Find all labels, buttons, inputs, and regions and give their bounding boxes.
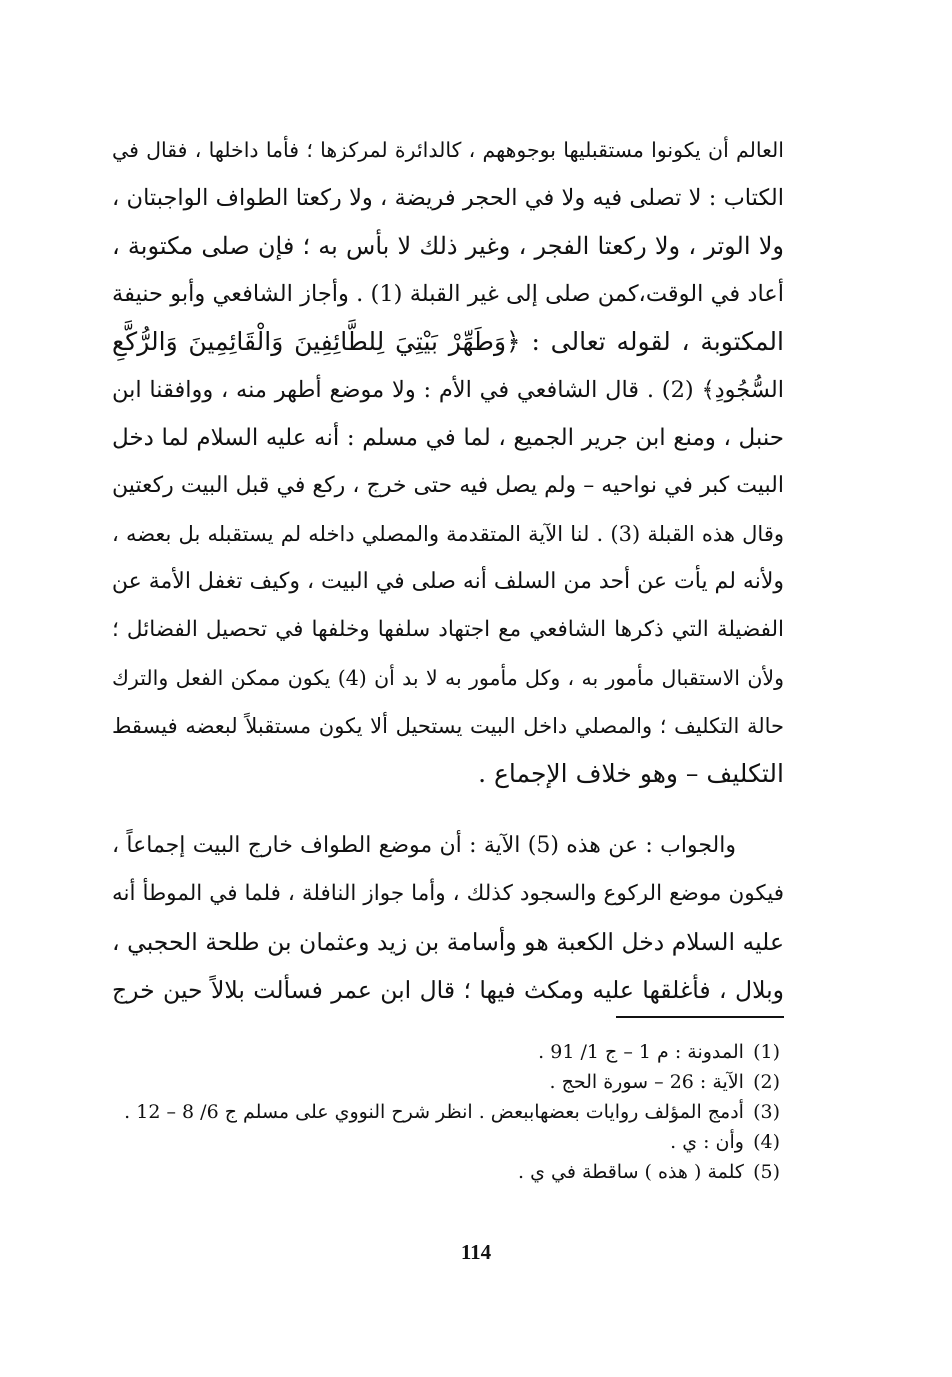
paragraph-1 (112, 126, 784, 798)
text-line: الكتاب : لا تصلى فيه ولا في الحجر فريضة ، ولا ركعتا الطواف الواجبتان ، (112, 185, 784, 211)
footnote-number: (4) (753, 1131, 780, 1153)
text-line: ولا الوتر ، ولا ركعتا الفجر ، وغير ذلك لا بأس به ؛ فإن صلى مكتوبة ، (112, 232, 784, 260)
footnote-number: (2) (753, 1071, 780, 1093)
footnote-text: كلمة ( هذه ) ساقطة في ي . (518, 1161, 744, 1183)
text-line: والجواب : عن هذه (5) الآية : أن موضع الطواف خارج البيت إجماعاً ، (112, 833, 736, 858)
footnote-item (112, 1157, 780, 1187)
footnote-item (112, 1067, 780, 1097)
text-line: العالم أن يكونوا مستقبليها بوجوههم ، كالدائرة لمركزها ؛ فأما داخلها ، فقال في (112, 138, 784, 162)
footnote-text: الآية : 26 – سورة الحج . (549, 1071, 744, 1093)
text-line: المكتوبة ، لقوله تعالى : ﴿وَطَهِّرْ بَيْتِيَ لِلطَّائِفِينَ وَالْقَائِمِينَ وَالرُّكَّعِ (112, 327, 784, 356)
text-line: فيكون موضع الركوع والسجود كذلك ، وأما جواز النافلة ، فلما في الموطأ أنه (112, 881, 784, 906)
text-line: التكليف – وهو خلاف الإجماع . (478, 759, 784, 788)
footnote-separator (616, 1016, 784, 1018)
text-line: عليه السلام دخل الكعبة هو وأسامة بن زيد وعثمان بن طلحة الحجبي ، (112, 928, 784, 956)
text-line: حالة التكليف ؛ والمصلي داخل البيت يستحيل ألا يكون مستقبلاً لبعضه فيسقط (112, 714, 784, 738)
text-line: البيت كبر في نواحيه – ولم يصل فيه حتى خرج ، ركع في قبل البيت ركعتين (112, 473, 784, 498)
text-line: حنبل ، ومنع ابن جرير الجميع ، لما في مسلم : أنه عليه السلام لما دخل (112, 425, 784, 451)
footnote-text: أدمج المؤلف روايات بعضهاببعض . انظر شرح النووي على مسلم ج 6/ 8 – 12 . (124, 1101, 744, 1123)
main-text (112, 126, 784, 1014)
text-line: الفضيلة التي ذكرها الشافعي مع اجتهاد سلفها وخلفها في تحصيل الفضائل ؛ (112, 617, 784, 642)
footnote-number: (5) (753, 1161, 780, 1183)
footnote-item (112, 1037, 780, 1067)
footnotes (112, 1037, 780, 1187)
text-line: أعاد في الوقت،كمن صلى إلى غير القبلة (1) . وأجاز الشافعي وأبو حنيفة (112, 281, 784, 307)
text-line: ولأنه لم يأت عن أحد من السلف أنه صلى في البيت ، وكيف تغفل الأمة عن (112, 569, 784, 594)
footnote-text: وأن : ي . (670, 1131, 744, 1153)
text-line: السُّجُودِ﴾ (2) . قال الشافعي في الأم : ولا موضع أطهر منه ، ووافقنا ابن (112, 377, 784, 403)
text-line: ولأن الاستقبال مأمور به ، وكل مأمور به لا بد أن (4) يكون ممكن الفعل والترك (112, 666, 784, 690)
footnote-text: المدونة : م 1 – ج 1/ 91 . (538, 1041, 744, 1063)
paragraph-2 (112, 822, 784, 1014)
text-line: وبلال ، فأغلقها عليه ومكث فيها ؛ قال ابن عمر فسألت بلالاً حين خرج (112, 976, 784, 1004)
footnote-item (112, 1097, 780, 1127)
footnote-number: (1) (753, 1041, 780, 1063)
footnote-number: (3) (753, 1101, 780, 1123)
footnote-item (112, 1127, 780, 1157)
page-number: 114 (460, 1240, 492, 1264)
text-line: وقال هذه القبلة (3) . لنا الآية المتقدمة والمصلي داخله لم يستقبله بل بعضه ، (112, 522, 784, 546)
